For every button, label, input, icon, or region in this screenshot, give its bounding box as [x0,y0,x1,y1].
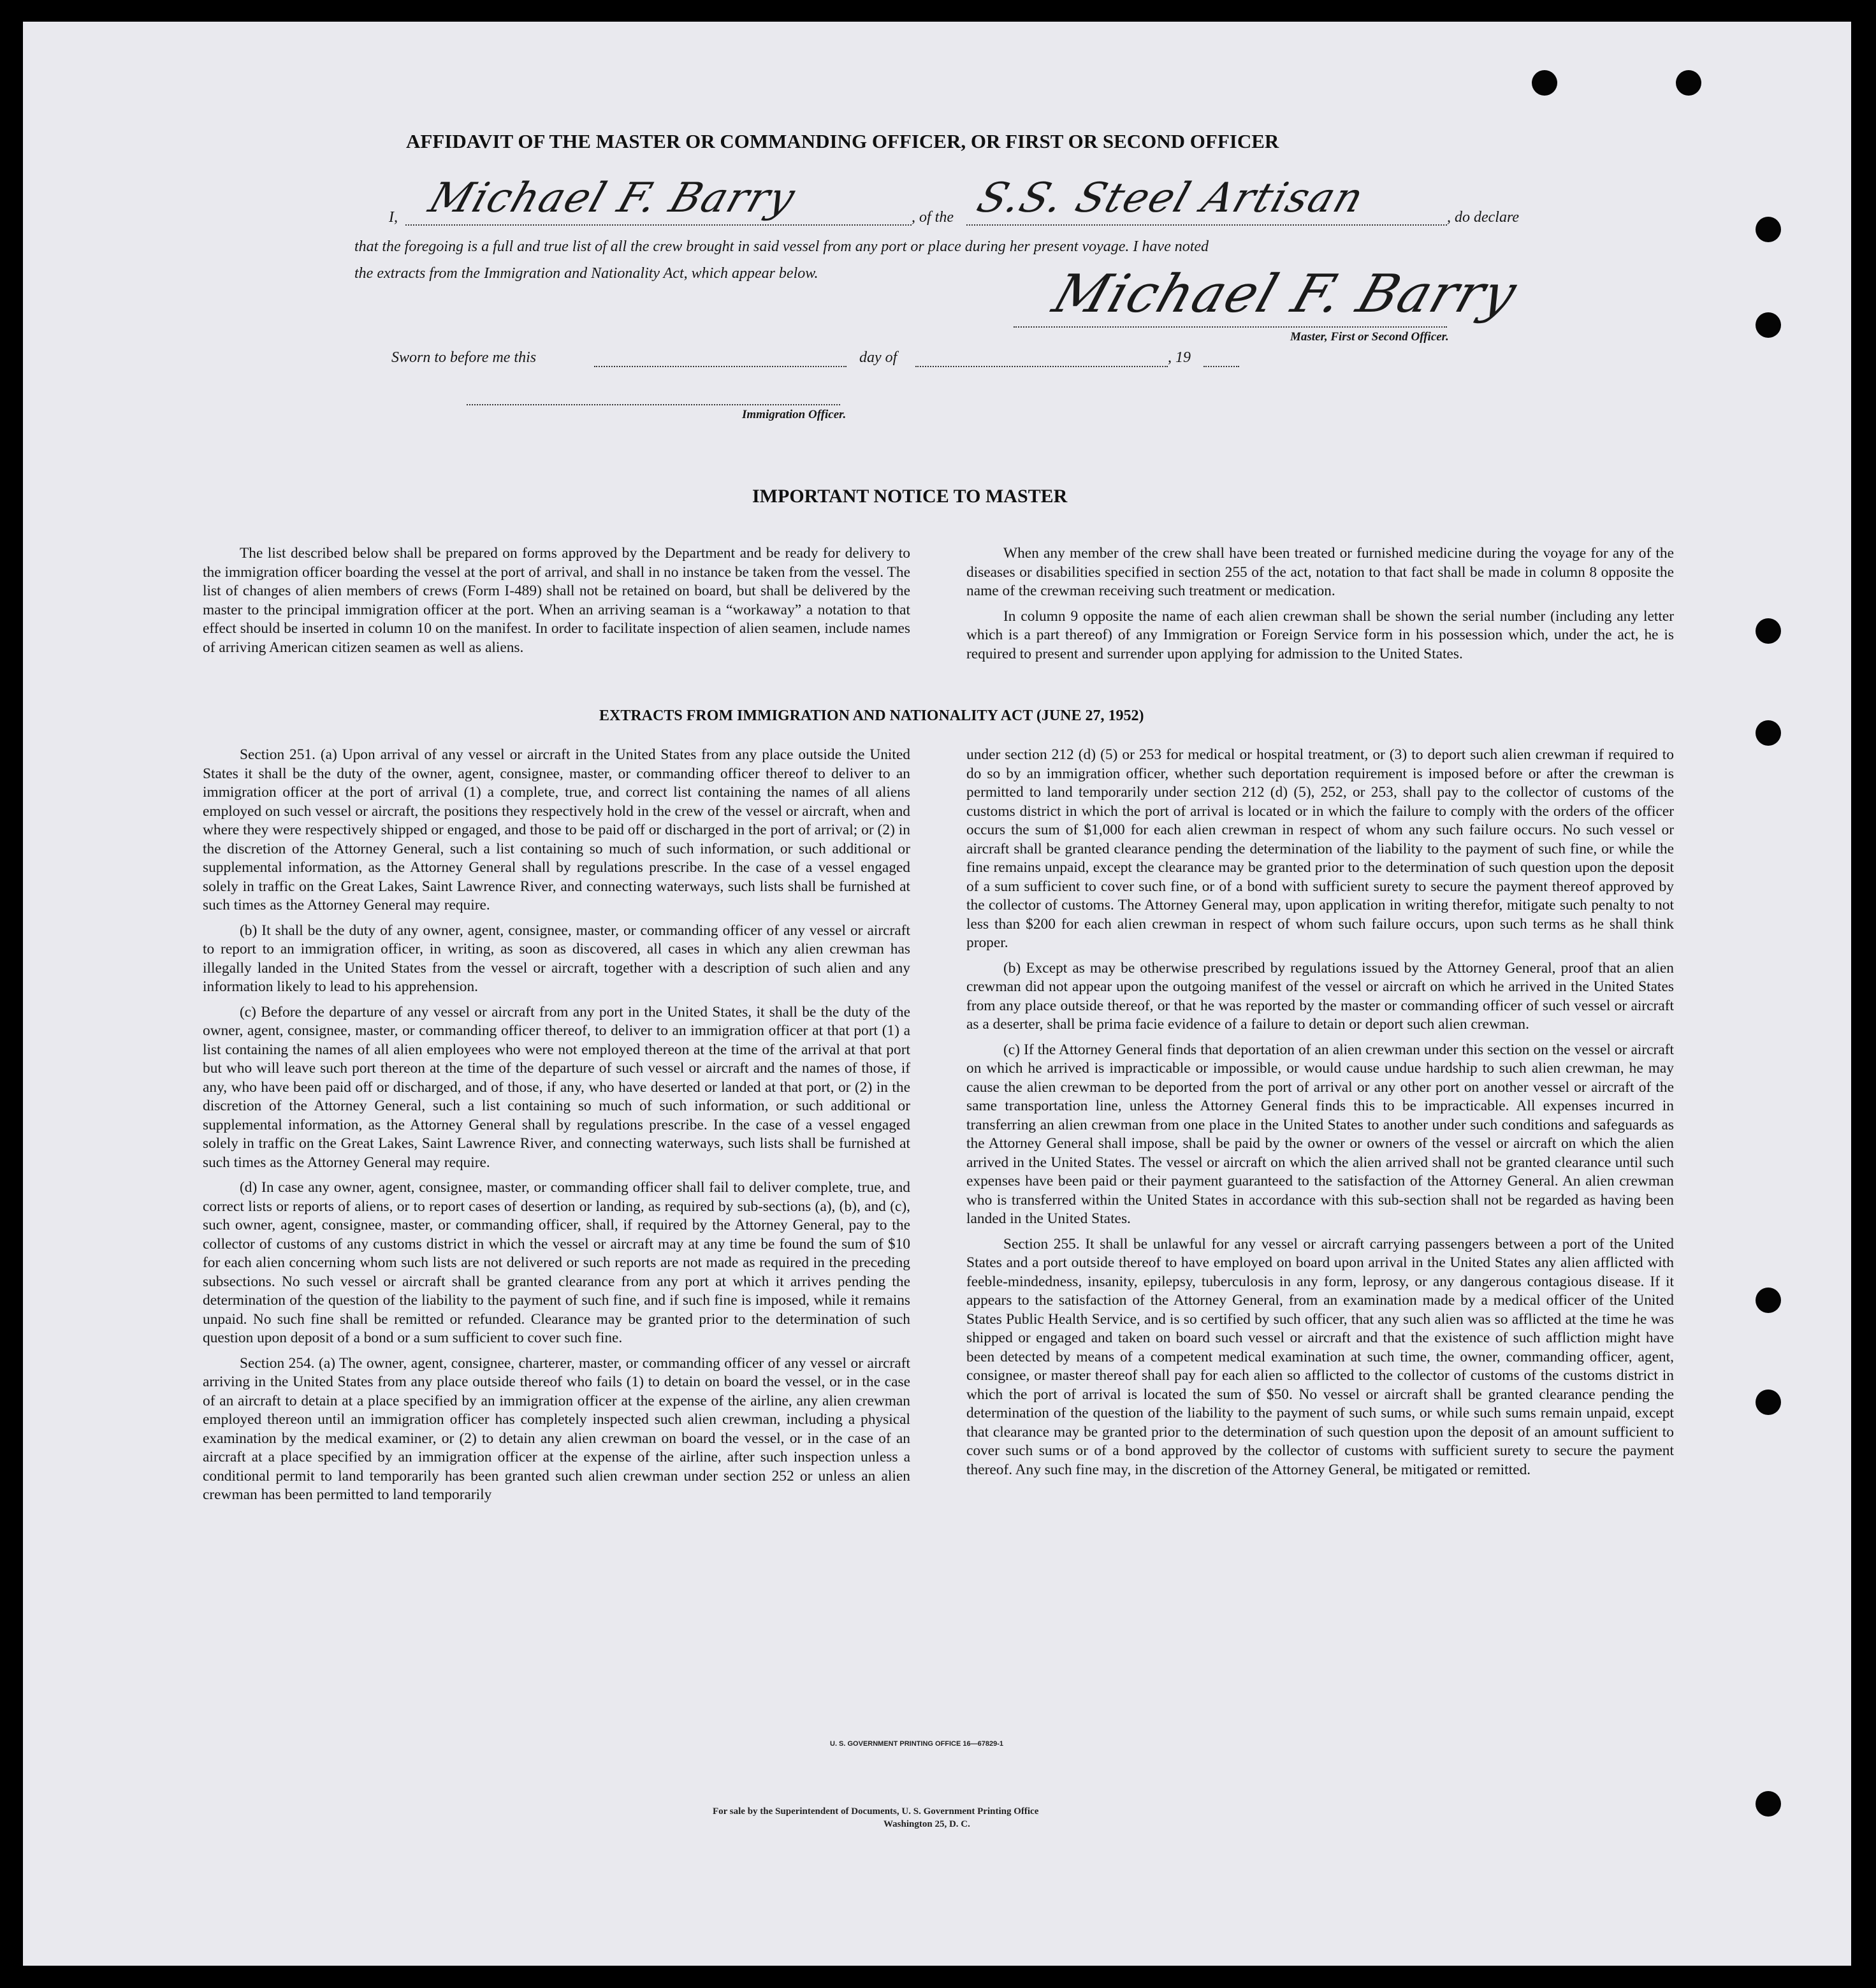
punch-hole [1756,1288,1781,1313]
punch-hole [1756,1791,1781,1817]
notice-left-column [203,544,910,664]
extracts-right-column [966,746,1674,1486]
declaration-line-1: that the foregoing is a full and true list of all the crew brought in said vessel from any port or place during her present voyage. I have noted [354,238,1209,255]
punch-hole [1756,1389,1781,1415]
punch-hole [1676,70,1701,96]
notice-right-column [966,544,1674,670]
punch-hole [1756,312,1781,338]
punch-hole [1532,70,1557,96]
notice-right-paragraph: In column 9 opposite the name of each alien crewman shall be shown the serial number (including any letter which is a part thereof) of any Immigration or Foreign Service form in his possession which, under the act, he is required to present and surrender upon applying for admission to the United States. [966,607,1674,662]
extracts-left-column [203,746,910,1511]
day-of-label: day of [859,349,898,366]
extract-paragraph: Section 255. It shall be unlawful for any vessel or aircraft carrying passengers between a port of the United States and a port outside thereof to have employed on board upon arrival in the United States any alien afflicted with feeble-mindedness, insanity, epilepsy, tuberculosis in any form, leprosy, or any dangerous contagious disease. If it appears to the satisfaction of the Attorney General, from an examination made by a medical officer of the United States Public Health Service, and is so certified by such officer, that any such alien was so afflicted at the time he was shipped or engaged and taken on board such vessel or aircraft and that the existence of such affliction might have been detected by means of a competent medical examination at such time, the owner, commanding officer, agent, consignee, or master thereof shall pay for each alien so afflicted to the collector of customs of the customs district in which the port of arrival is located the sum of $50. No vessel or aircraft shall be granted clearance pending the determination of the question of the liability to the payment of such sums, or while such sums remain unpaid, except that clearance may be granted prior to the determination of such question upon the deposit of an amount sufficient to cover such sums or of a bond approved by the collector of customs with sufficient surety to secure the payment thereof. Any such fine may, in the discretion of the Attorney General, be mitigated or remitted. [966,1235,1674,1478]
document-page [23,22,1851,1966]
immigration-officer-caption: Immigration Officer. [742,408,847,421]
extract-paragraph: (b) It shall be the duty of any owner, agent, consignee, master, or commanding officer of any vessel or aircraft to report to an immigration officer, in writing, as soon as discovered, all cases in which any alien crewman has illegally landed in the United States from the vessel or aircraft, together with a description of such alien and any information likely to lead to his apprehension. [203,922,910,995]
extract-paragraph: (c) Before the departure of any vessel or aircraft from any port in the United States, it shall be the duty of the owner, agent, consignee, master, or commanding officer thereof, to deliver to an immigration officer at that port (1) a list containing the names of all alien employees who were not employed thereon at the time of the arrival at that port but who will leave such port thereon at the time of the departure of such vessel or aircraft and the names of those, if any, who have been paid off or discharged, and of those, if any, who have deserted or landed at that port, or (2) in the discretion of the Attorney General, such a list containing so much of such information, or such additional or supplemental information, as the Attorney General shall by regulations prescribe. In the case of a vessel engaged solely in traffic on the Great Lakes, Saint Lawrence River, and connecting waterways, such lists shall be furnished at such times as the Attorney General may require. [203,1003,910,1171]
punch-hole [1756,217,1781,242]
sale-line-2: Washington 25, D. C. [883,1819,970,1829]
of-the-label: , of the [912,209,954,226]
vessel-line [966,224,1447,226]
declaration-line-2: the extracts from the Immigration and Nationality Act, which appear below. [354,265,818,282]
extract-paragraph: (d) In case any owner, agent, consignee, master, or commanding officer shall fail to deliver complete, true, and correct lists or reports of aliens, or to report cases of desertion or landing, as required by sub-sections (a), (b), and (c), such owner, agent, consignee, master, or commanding officer, shall, if required by the Attorney General, pay to the collector of customs of any customs district in which the vessel or aircraft may at any time be found the sum of $10 for each alien concerning whom such lists are not delivered or such reports are not made as required in the preceding subsections. No such vessel or aircraft shall be granted clearance from any port at which it arrives pending the determination of the question of the liability to the payment of such fine, and if such fine is imposed, while it remains unpaid. No such fine shall be remitted or refunded. Clearance may be granted prior to the determination of such question upon deposit of a bond or a sum sufficient to cover such fine. [203,1179,910,1346]
notice-right-paragraph: When any member of the crew shall have been treated or furnished medicine during the voyage for any of the diseases or disabilities specified in section 255 of the act, notation to that fact shall be made in column 8 opposite the name of the crewman receiving such treatment or medication. [966,545,1674,599]
punch-hole [1756,618,1781,644]
sworn-label: Sworn to before me this [391,349,537,366]
master-signature-handwritten: Michael F. Barry [1045,264,1525,324]
punch-hole [1756,720,1781,746]
year-label: , 19 [1168,349,1191,366]
sworn-month-line [915,366,1168,367]
signature-line [1014,326,1447,328]
sworn-day-line [594,366,847,367]
extracts-title: EXTRACTS FROM IMMIGRATION AND NATIONALITY ACT (JUNE 27, 1952) [599,707,1144,724]
extract-paragraph-continued: under section 212 (d) (5) or 253 for medical or hospital treatment, or (3) to deport such alien crewman if required to do so by an immigration officer, whether such deportation requirement is imposed before or after the crewman is permitted to land temporarily under section 212 (d) (5), 252, or 253, shall pay to the collector of customs of the customs district in which the port of arrival is located or in which the failure to comply with the orders of the officer occurs the sum of $1,000 for each alien crewman in respect of whom any such failure occurs. No such vessel or aircraft shall be granted clearance pending the determination of the liability to the payment of such fine, or while the fine remains unpaid, except the clearance may be granted prior to the determination of such question upon the deposit of a sum sufficient to cover such fine, or of a bond with sufficient surety to secure the payment thereof approved by the collector of customs. The Attorney General may, upon application in writing therefor, mitigate such penalty to not less than $200 for each alien crewman in respect of whom such failure occurs, upon such terms as he shall think proper. [966,746,1674,951]
notice-left-paragraph: The list described below shall be prepared on forms approved by the Department and be ready for delivery to the immigration officer boarding the vessel at the port of arrival, and shall in no instance be taken from the vessel. The list of changes of alien members of crews (Form I-489) shall not be retained on board, but shall be delivered by the master to the principal immigration officer at the port. When an arriving seaman is a “workaway” a notation to that effect should be inserted in column 10 on the manifest. In order to facilitate inspection of alien seamen, include names of arriving American citizen seamen as well as aliens. [203,545,910,656]
i-label: I, [389,209,398,226]
affidavit-title: AFFIDAVIT OF THE MASTER OR COMMANDING OFFICER, OR FIRST OR SECOND OFFICER [406,130,1279,152]
vessel-name-handwritten: S.S. Steel Artisan [971,175,1371,222]
extract-paragraph: (c) If the Attorney General finds that deportation of an alien crewman under this section on the vessel or aircraft on which he arrived is impracticable or impossible, or would cause undue hardship to such alien crewman, he may cause the alien crewman to be deported from the port of arrival or any other port on another vessel or aircraft of the same transportation line, unless the Attorney General finds this to be impracticable. All expenses incurred in transferring an alien crewman from one place in the United States to another under such conditions and safeguards as the Attorney General shall impose, shall be paid by the owner or owners of the vessel or aircraft on which the alien arrived in the United States. The vessel or aircraft on which the alien arrived shall not be granted clearance until such expenses have been paid or their payment guaranteed to the satisfaction of the Attorney General. An alien crewman who is transferred within the United States in accordance with this sub-section shall not be regarded as having been landed in the United States. [966,1041,1674,1227]
master-name-handwritten: Michael F. Barry [423,175,802,222]
year-line [1203,366,1239,367]
sale-line-1: For sale by the Superintendent of Documents, U. S. Government Printing Office [713,1806,1039,1817]
signature-caption: Master, First or Second Officer. [1290,330,1449,344]
do-declare-label: , do declare [1447,209,1520,226]
extract-paragraph: Section 251. (a) Upon arrival of any vessel or aircraft in the United States from any place outside the United States it shall be the duty of the owner, agent, consignee, master, or commanding officer thereof to deliver to an immigration officer at the port of arrival (1) a complete, true, and correct list containing the names of all aliens employed on such vessel or aircraft, the positions they respectively hold in the crew of the vessel or aircraft, when and where they were respectively shipped or engaged, and those to be paid off or discharged in the port of arrival; or (2) in the discretion of the Attorney General, such a list containing so much of such information, or such additional or supplemental information, as the Attorney General shall by regulations prescribe. In the case of a vessel engaged solely in traffic on the Great Lakes, Saint Lawrence River, and connecting waterways, such lists shall be furnished at such times as the Attorney General may require. [203,746,910,913]
extract-paragraph: Section 254. (a) The owner, agent, consignee, charterer, master, or commanding officer of any vessel or aircraft arriving in the United States from any place outside thereof who fails (1) to detain on board the vessel, or in the case of an aircraft to detain at a place specified by an immigration officer at the expense of the airline, any alien crewman employed thereon until an immigration officer has completely inspected such alien crewman, including a physical examination by the medical examiner, or (2) to detain any alien crewman on board the vessel, or in the case of an aircraft at a place specified by an immigration officer at the expense of the airline, after such inspection unless a conditional permit to land temporarily has been granted such alien crewman under section 252 or unless an alien crewman has been permitted to land temporarily [203,1354,910,1503]
printing-office-imprint: U. S. GOVERNMENT PRINTING OFFICE 16—67829-1 [830,1740,1004,1748]
notice-title: IMPORTANT NOTICE TO MASTER [752,486,1068,507]
extract-paragraph: (b) Except as may be otherwise prescribed by regulations issued by the Attorney General, proof that an alien crewman did not appear upon the outgoing manifest of the vessel or aircraft on which he arrived in the United States from any place outside thereof, or that he was reported by the master or commanding officer of such vessel or aircraft as a deserter, shall be prima facie evidence of a failure to detain or deport such alien crewman. [966,959,1674,1033]
immigration-officer-line [467,404,840,405]
master-name-line [405,224,912,226]
